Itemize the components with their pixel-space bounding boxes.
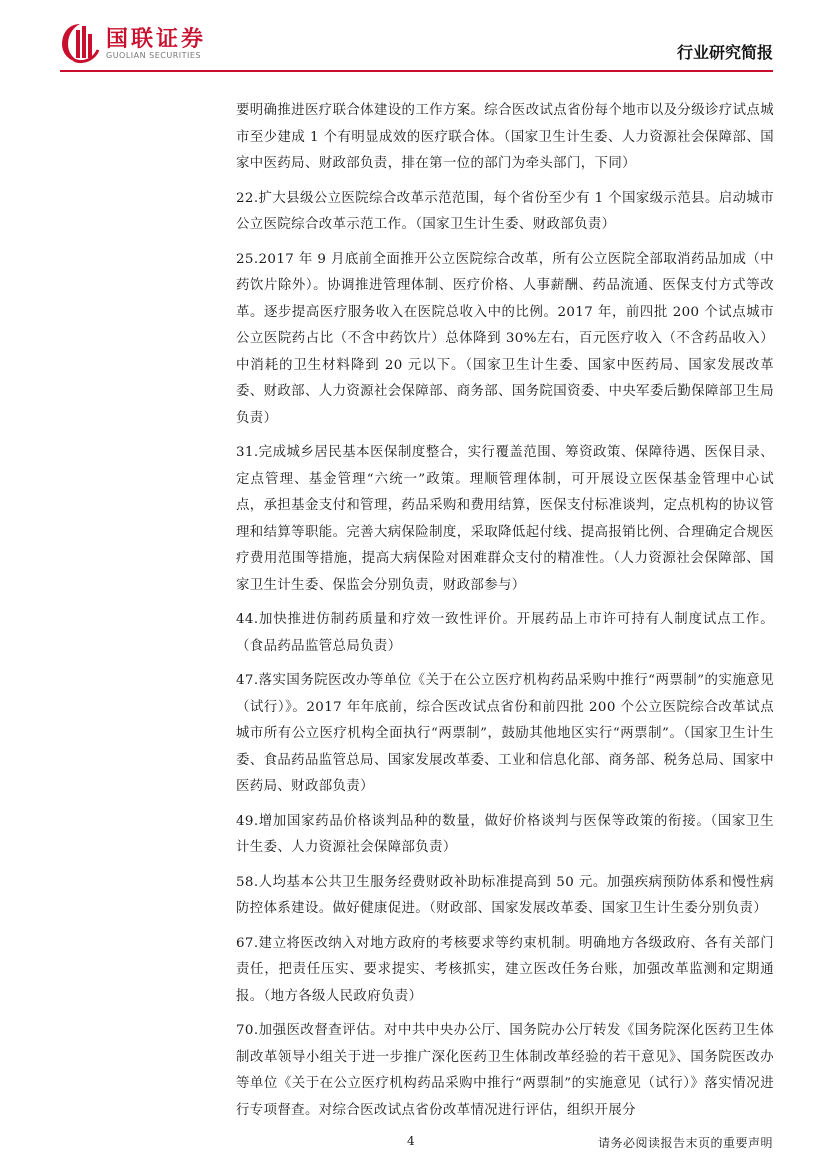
paragraph: 49.增加国家药品价格谈判品种的数量，做好价格谈判与医保等政策的衔接。（国家卫生计生委、人力资源社会保障部负责）: [236, 813, 774, 855]
paragraph: 67.建立将医改纳入对地方政府的考核要求等约束机制。明确地方各级政府、各有关部门责任，把责任压实、要求提实、考核抓实，建立医改任务台账，加强改革监测和定期通报。（地方各级人民政府负责）: [236, 935, 774, 1004]
report-body: [236, 98, 774, 1132]
logo-name: 国联证券: [106, 27, 207, 52]
paragraph: 22.扩大县级公立医院综合改革示范范围，每个省份至少有 1 个国家级示范县。启动城市公立医院综合改革示范工作。（国家卫生计生委、财政部负责）: [236, 190, 774, 232]
company-logo: [60, 20, 290, 64]
header-divider: [60, 70, 773, 72]
paragraph: 58.人均基本公共卫生服务经费财政补助标准提高到 50 元。加强疾病预防体系和慢性病防控体系建设。做好健康促进。（财政部、国家发展改革委、国家卫生计生委分别负责）: [236, 874, 774, 916]
paragraph: 要明确推进医疗联合体建设的工作方案。综合医改试点省份每个地市以及分级诊疗试点城市至少建成 1 个有明显成效的医疗联合体。（国家卫生计生委、人力资源社会保障部、国家中医药局、财政部负责，排在第一位的部门为牵头部门，下同）: [236, 103, 774, 171]
page-header: [0, 0, 827, 86]
paragraph: 70.加强医改督查评估。对中共中央办公厅、国务院办公厅转发《国务院深化医药卫生体制改革领导小组关于进一步推广深化医药卫生体制改革经验的若干意见》、国务院医改办等单位《关于在公立医疗机构药品采购中推行“两票制”的实施意见（试行）》落实情况进行专项督查。对综合医改试点省份改革情况进行评估，组织开展分: [236, 1023, 774, 1118]
page-number: 4: [407, 1134, 415, 1148]
paragraph: 44.加快推进仿制药质量和疗效一致性评价。开展药品上市许可持有人制度试点工作。（食品药品监管总局负责）: [236, 612, 774, 654]
logo-subtitle: GUOLIAN SECURITIES: [106, 51, 202, 60]
paragraph: 31.完成城乡居民基本医保制度整合，实行覆盖范围、筹资政策、保障待遇、医保目录、定点管理、基金管理“六统一”政策。理顺管理体制，可开展设立医保基金管理中心试点，承担基金支付和管理，药品采购和费用结算，医保支付标准谈判，定点机构的协议管理和结算等职能。完善大病保险制度，采取降低起付线、提高报销比例、合理确定合规医疗费用范围等措施，提高大病保险对困难群众支付的精准性。（人力资源社会保障部、国家卫生计生委、保监会分别负责，财政部参与）: [236, 445, 774, 593]
page-footer: [0, 1128, 827, 1168]
report-type-label: 行业研究简报: [676, 43, 773, 62]
logo-emblem-icon: [60, 20, 100, 64]
paragraph: 47.落实国务院医改办等单位《关于在公立医疗机构药品采购中推行“两票制”的实施意见（试行）》。2017 年年底前，综合医改试点省份和前四批 200 个公立医院综合改革试点城市所有公立医疗机构全面执行“两票制”，鼓励其他地区实行“两票制”。（国家卫生计生委、食品药品监管总局、国家发展改革委、工业和信息化部、商务部、税务总局、国家中医药局、财政部负责）: [236, 673, 774, 794]
paragraph: 25.2017 年 9 月底前全面推开公立医院综合改革，所有公立医院全部取消药品加成（中药饮片除外）。协调推进管理体制、医疗价格、人事薪酬、药品流通、医保支付方式等改革。逐步提高医疗服务收入在医院总收入中的比例。2017 年，前四批 200 个试点城市公立医院药占比（不含中药饮片）总体降到 30%左右，百元医疗收入（不含药品收入）中消耗的卫生材料降到 20 元以下。（国家卫生计生委、国家中医药局、国家发展改革委、财政部、人力资源社会保障部、商务部、国务院国资委、中央军委后勤保障部卫生局负责）: [236, 251, 774, 426]
disclaimer-note: 请务必阅读报告末页的重要声明: [597, 1136, 773, 1150]
